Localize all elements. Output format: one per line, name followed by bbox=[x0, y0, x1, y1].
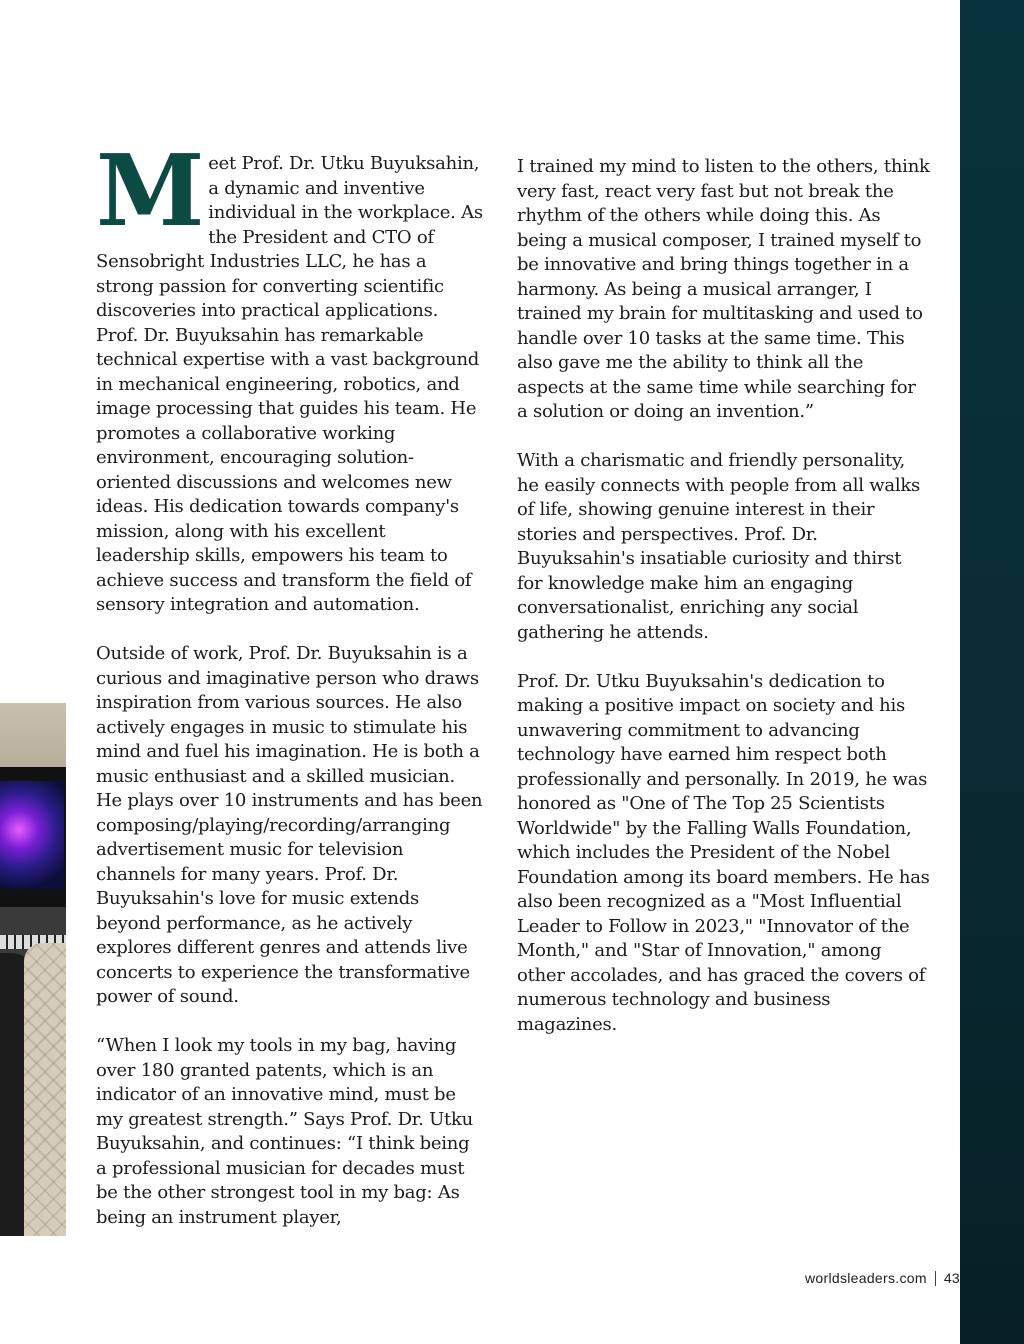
paragraph-text: eet Prof. Dr. Utku Buyuksahin, a dynamic and inventive individual in the workplace. As the President and CTO of Sensobright Industries LLC, he has a strong passion for converting scientific discoveries into practical applications. Prof. Dr. Buyuksahin has remarkable technical expertise with a vast background in mechanical engineering, robotics, and image processing that guides his team. He promotes a collaborative working environment, encouraging solution-oriented discussions and welcomes new ideas. His dedication towards company's mission, along with his excellent leadership skills, empowers his team to achieve success and transform the field of sensory integration and automation. bbox=[96, 153, 483, 615]
photo-chair bbox=[24, 943, 66, 1236]
drop-cap: M bbox=[96, 134, 205, 249]
article-paragraph: I trained my mind to listen to the others, think very fast, react very fast but not break the rhythm of the others while doing this. As being a musical composer, I trained myself to be innovative and bring things together in a harmony. As being a musical arranger, I trained my brain for multitasking and used to handle over 10 tasks at the same time. This also gave me the ability to think all the aspects at the same time while searching for a solution or doing an invention.” bbox=[517, 156, 930, 422]
article-paragraph: Outside of work, Prof. Dr. Buyuksahin is a curious and imaginative person who draws inspiration from various sources. He also actively engages in music to stimulate his mind and fuel his imagination. He is both a music enthusiast and a skilled musician. He plays over 10 instruments and has been composing/playing/recording/arranging advertisement music for television channels for many years. Prof. Dr. Buyuksahin's love for music extends beyond performance, as he actively explores different genres and attends live concerts to experience the transformative power of sound. bbox=[96, 643, 483, 1007]
portrait-photo-fragment bbox=[0, 703, 66, 1236]
side-color-band bbox=[960, 0, 1024, 1344]
article-paragraph: Prof. Dr. Utku Buyuksahin's dedication to making a positive impact on society and his unwavering commitment to advancing technology have earned him respect both professionally and personally. In 2019, he was honored as "One of The Top 25 Scientists Worldwide" by the Falling Walls Foundation, which includes the President of the Nobel Foundation among its board members. He has also been recognized as a "Most Influential Leader to Follow in 2023," "Innovator of the Month," and "Star of Innovation," among other accolades, and has graced the covers of numerous technology and business magazines. bbox=[517, 670, 930, 1035]
article-paragraph: “When I look my tools in my bag, having over 180 granted patents, which is an indicator of an innovative mind, must be my greatest strength.” Says Prof. Dr. Utku Buyuksahin, and continues: “I think being a professional musician for decades must be the other strongest tool in my bag: As being an instrument player, bbox=[96, 1035, 473, 1228]
article-paragraph bbox=[96, 134, 484, 618]
article-left-column bbox=[96, 134, 484, 1255]
page-footer bbox=[805, 1270, 960, 1286]
page-number: 43 bbox=[943, 1270, 960, 1286]
photo-monitor-screen bbox=[0, 781, 64, 889]
photo-wall bbox=[0, 703, 66, 767]
footer-website: worldsleaders.com bbox=[805, 1270, 927, 1286]
article-right-column bbox=[517, 155, 931, 1062]
article-paragraph: With a charismatic and friendly personality, he easily connects with people from all walks of life, showing genuine interest in their stories and perspectives. Prof. Dr. Buyuksahin's insatiable curiosity and thirst for knowledge make him an engaging conversationalist, enriching any social gathering he attends. bbox=[517, 450, 921, 643]
footer-separator bbox=[935, 1271, 936, 1286]
